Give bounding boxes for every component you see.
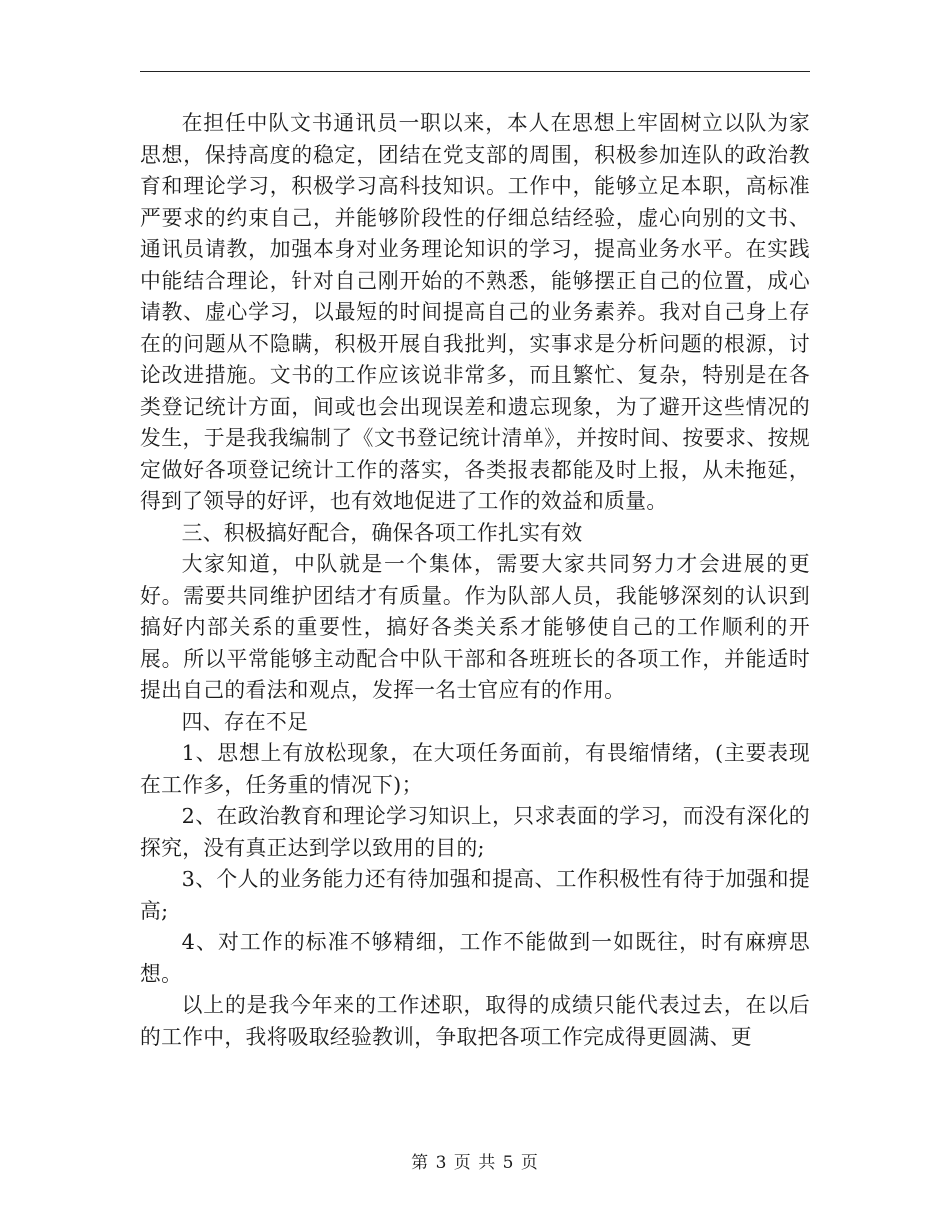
- list-item: 2、在政治教育和理论学习知识上，只求表面的学习，而没有深化的探究，没有真正达到学以致用的目的;: [140, 804, 810, 860]
- body-paragraph: 以上的是我今年来的工作述职，取得的成绩只能代表过去，在以后的工作中，我将吸取经验教训，争取把各项工作完成得更圆满、更: [140, 993, 810, 1049]
- list-item: 3、个人的业务能力还有待加强和提高、工作积极性有待于加强和提高;: [140, 867, 810, 923]
- body-paragraph: 大家知道，中队就是一个集体，需要大家共同努力才会进展的更好。需要共同维护团结才有质量。作为队部人员，我能够深刻的认识到搞好内部关系的重要性，搞好各类关系才能够使自己的工作顺利的开展。所以平常能够主动配合中队干部和各班班长的各项工作，并能适时提出自己的看法和观点，发挥一名士官应有的作用。: [140, 552, 810, 702]
- header-rule: [140, 71, 810, 72]
- document-body: [140, 108, 810, 1053]
- body-paragraph: 在担任中队文书通讯员一职以来，本人在思想上牢固树立以队为家思想，保持高度的稳定，团结在党支部的周围，积极参加连队的政治教育和理论学习，积极学习高科技知识。工作中，能够立足本职，高标准严要求的约束自己，并能够阶段性的仔细总结经验，虚心向别的文书、通讯员请教，加强本身对业务理论知识的学习，提高业务水平。在实践中能结合理论，针对自己刚开始的不熟悉，能够摆正自己的位置，成心请教、虚心学习，以最短的时间提高自己的业务素养。我对自己身上存在的问题从不隐瞒，积极开展自我批判，实事求是分析问题的根源，讨论改进措施。文书的工作应该说非常多，而且繁忙、复杂，特别是在各类登记统计方面，间或也会出现误差和遗忘现象，为了避开这些情况的发生，于是我我编制了《文书登记统计清单》，并按时间、按要求、按规定做好各项登记统计工作的落实，各类报表都能及时上报，从未拖延，得到了领导的好评，也有效地促进了工作的效益和质量。: [140, 111, 810, 513]
- list-item: 1、思想上有放松现象，在大项任务面前，有畏缩情绪，(主要表现在工作多，任务重的情况下)；: [140, 741, 810, 797]
- page-number: 第 3 页 共 5 页: [411, 1153, 539, 1173]
- section-heading: 四、存在不足: [181, 709, 309, 734]
- section-heading: 三、积极搞好配合，确保各项工作扎实有效: [181, 520, 583, 545]
- list-item: 4、对工作的标准不够精细，工作不能做到一如既往，时有麻痹思想。: [140, 930, 810, 986]
